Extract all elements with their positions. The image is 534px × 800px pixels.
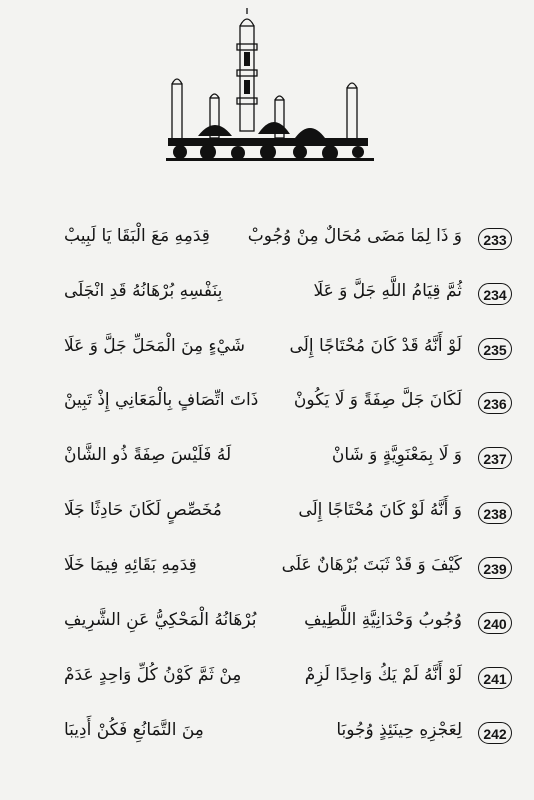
- verse-second-hemistich: قِدَمِهِ بَقَائِهِ فِيمَا خَلَا: [64, 555, 197, 575]
- verse-number: 237: [478, 447, 512, 469]
- verse-row: [0, 441, 534, 481]
- verse-number: 242: [478, 722, 512, 744]
- mosque-illustration: [160, 6, 380, 166]
- verse-first-hemistich: لَوْ أَنَّهُ قَدْ كَانَ مُحْتَاجًا إِلَى: [289, 336, 462, 356]
- verse-second-hemistich: لَهُ فَلَيْسَ صِفَةً ذُو الشَّانْ: [64, 445, 232, 465]
- verse-row: [0, 386, 534, 426]
- verse-row: [0, 277, 534, 317]
- verse-second-hemistich: قِدَمِهِ مَعَ الْبَقَا يَا لَبِيبْ: [64, 226, 210, 246]
- verse-first-hemistich: وَ لَا بِمَعْنَوِيَّةٍ وَ شَانْ: [331, 445, 462, 465]
- verse-number: 236: [478, 392, 512, 414]
- verse-second-hemistich: بُرْهَانُهُ الْمَحْكِيُّ عَنِ الشَّرِيفِ: [64, 610, 257, 630]
- verse-first-hemistich: كَيْفَ وَ قَدْ ثَبَتَ بُرْهَانٌ عَلَى: [281, 555, 462, 575]
- verse-number: 238: [478, 502, 512, 524]
- verse-first-hemistich: لَوْ أَنَّهُ لَمْ يَكُ وَاحِدًا لَزِمْ: [304, 665, 462, 685]
- verse-number: 233: [478, 228, 512, 250]
- verse-first-hemistich: وَ أَنَّهُ لَوْ كَانَ مُحْتَاجًا إِلَى: [298, 500, 462, 520]
- verse-number: 239: [478, 557, 512, 579]
- verse-first-hemistich: وَ ذَا لِمَا مَضَى مُحَالٌ مِنْ وُجُوبْ: [247, 226, 462, 246]
- verse-row: [0, 332, 534, 372]
- verse-number: 234: [478, 283, 512, 305]
- verse-second-hemistich: مِنَ التَّمَانُعِ فَكُنْ أَدِيبَا: [64, 720, 204, 740]
- verse-row: [0, 606, 534, 646]
- verse-row: [0, 496, 534, 536]
- verse-first-hemistich: ثُمَّ قِيَامُ اللَّهِ جَلَّ وَ عَلَا: [313, 281, 462, 301]
- verse-number: 240: [478, 612, 512, 634]
- verse-second-hemistich: بِنَفْسِهِ بُرْهَانُهُ قَدِ انْجَلَى: [64, 281, 223, 301]
- verse-row: [0, 716, 534, 756]
- verse-row: [0, 661, 534, 701]
- verse-first-hemistich: وُجُوبُ وَحْدَانِيَّةِ اللَّطِيفِ: [304, 610, 462, 630]
- verse-number: 241: [478, 667, 512, 689]
- verse-first-hemistich: لِعَجْزِهِ حِينَئِذٍ وُجُوبَا: [336, 720, 462, 740]
- verse-second-hemistich: شَيْءٍ مِنَ الْمَحَلِّ جَلَّ وَ عَلَا: [64, 336, 245, 356]
- verse-second-hemistich: مُخَصِّصٍ لَكَانَ حَادِثًا جَلَا: [64, 500, 222, 520]
- verse-row: [0, 222, 534, 262]
- verse-second-hemistich: مِنْ ثَمَّ كَوْنُ كُلِّ وَاحِدٍ عَدَمْ: [64, 665, 242, 685]
- verse-number: 235: [478, 338, 512, 360]
- verse-row: [0, 551, 534, 591]
- verse-first-hemistich: لَكَانَ جَلَّ صِفَةً وَ لَا يَكُونْ: [293, 390, 462, 410]
- verse-second-hemistich: ذَاتَ اتِّصَافٍ بِالْمَعَانِي إِذْ تَبِينْ: [64, 390, 259, 410]
